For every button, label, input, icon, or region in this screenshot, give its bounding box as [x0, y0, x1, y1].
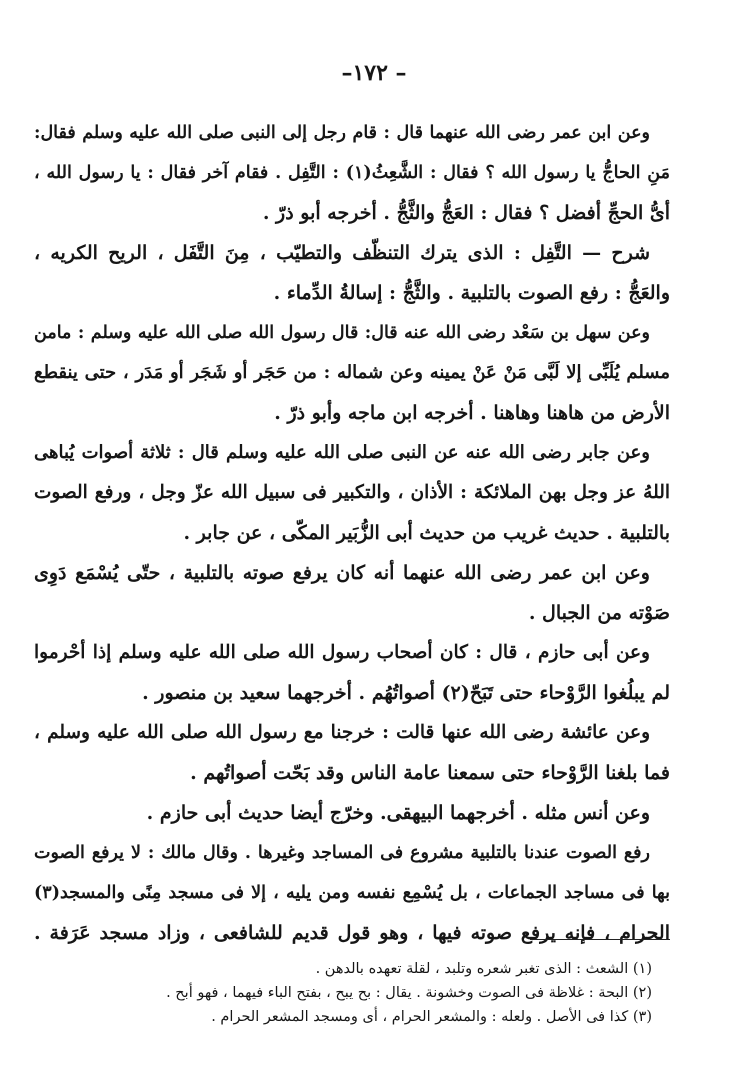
- page-number: –١٧٢ –: [341, 60, 407, 86]
- text-line: وعن أبى حازم ، قال : كان أصحاب رسول الله صلى الله عليه وسلم إذا أحْرموا: [34, 642, 650, 663]
- text-line: رفع الصوت عندنا بالتلبية مشروع فى المساجد وغيرها . وقال مالك : لا يرفع الصوت: [34, 843, 650, 863]
- text-line: لم يبلُغوا الرَّوْحاء حتى تَبَحّ(٢) أصواتُهُم . أخرجهما سعيد بن منصور .: [142, 682, 670, 704]
- text-line: بها فى مساجد الجماعات ، بل يُسْمِع نفسه ومن يليه ، إلا فى مسجد مِنًى والمسجد(٣): [34, 883, 670, 903]
- text-line: وعن جابر رضى الله عنه عن النبى صلى الله عليه وسلم قال : ثلاثة أصوات يُباهى: [34, 442, 650, 463]
- footnote: (١) الشعث : الذى تغبر شعره وتلبد ، لقلة تعهده بالدهن .: [315, 961, 652, 977]
- text-line: أىُّ الحجِّ أفضل ؟ فقال : العَجُّ والثَّجُّ . أخرجه أبو ذرّ .: [262, 202, 670, 224]
- text-line: وعن أنس مثله . أخرجهما البيهقى. وخرّج أيضا حديث أبى حازم .: [146, 802, 650, 824]
- text-line: الحرام ، فإنه يرفع صوته فيها ، وهو قول قديم للشافعى ، وزاد مسجد عَرَفة .: [34, 922, 670, 944]
- footnote: (٣) كذا فى الأصل . ولعله : والمشعر الحرام ، أى ومسجد المشعر الحرام .: [211, 1009, 652, 1025]
- footnote-separator: [530, 939, 670, 940]
- text-line: بالتلبية . حديث غريب من حديث أبى الزُّبَير المكّى ، عن جابر .: [183, 522, 670, 544]
- text-line: وعن سهل بن سَعْد رضى الله عنه قال: قال رسول الله صلى الله عليه وسلم : مامن: [34, 323, 650, 343]
- text-line: وعن ابن عمر رضى الله عنهما أنه كان يرفع صوته بالتلبية ، حتّى يُسْمَع دَوِى: [34, 562, 650, 584]
- text-line: صَوْته من الجبال .: [528, 602, 670, 624]
- text-line: وعن عائشة رضى الله عنها قالت : خرجنا مع رسول الله صلى الله عليه وسلم ،: [34, 722, 650, 743]
- text-line: مسلم يُلَبِّى إلا لَبَّى مَنْ عَنْ يمينه وعن شماله : من حَجَر أو شَجَر أو مَدَر ، حتى ينقطع: [34, 362, 670, 383]
- text-line: مَنِ الحاجُّ يا رسول الله ؟ فقال : الشَّعِثُ(١) : التَّفِل . فقام آخر فقال : يا رسول الله ،: [34, 163, 670, 183]
- text-line: والعَجُّ : رفع الصوت بالتلبية . والثَّجُّ : إسالةُ الدِّماء .: [273, 282, 670, 304]
- text-line: شرح — التَّفِل : الذى يترك التنظّف والتطيّب ، مِنَ التَّفَل ، الريح الكريه ،: [34, 242, 650, 264]
- text-line: وعن ابن عمر رضى الله عنهما قال : قام رجل إلى النبى صلى الله عليه وسلم فقال:: [34, 123, 650, 143]
- text-line: الأرض من هاهنا وهاهنا . أخرجه ابن ماجه وأبو ذرّ .: [274, 402, 670, 424]
- text-line: اللهُ عز وجل بهن الملائكة : الأذان ، والتكبير فى سبيل الله عزّ وجل ، ورفع الصوت: [34, 482, 670, 503]
- text-line: فما بلغنا الرَّوْحاء حتى سمعنا عامة الناس وقد بَحّت أصواتُهم .: [190, 762, 670, 784]
- footnote: (٢) البحة : غلاظة فى الصوت وخشونة . يقال : بح يبح ، بفتح الباء فيهما ، فهو أبح .: [166, 985, 652, 1001]
